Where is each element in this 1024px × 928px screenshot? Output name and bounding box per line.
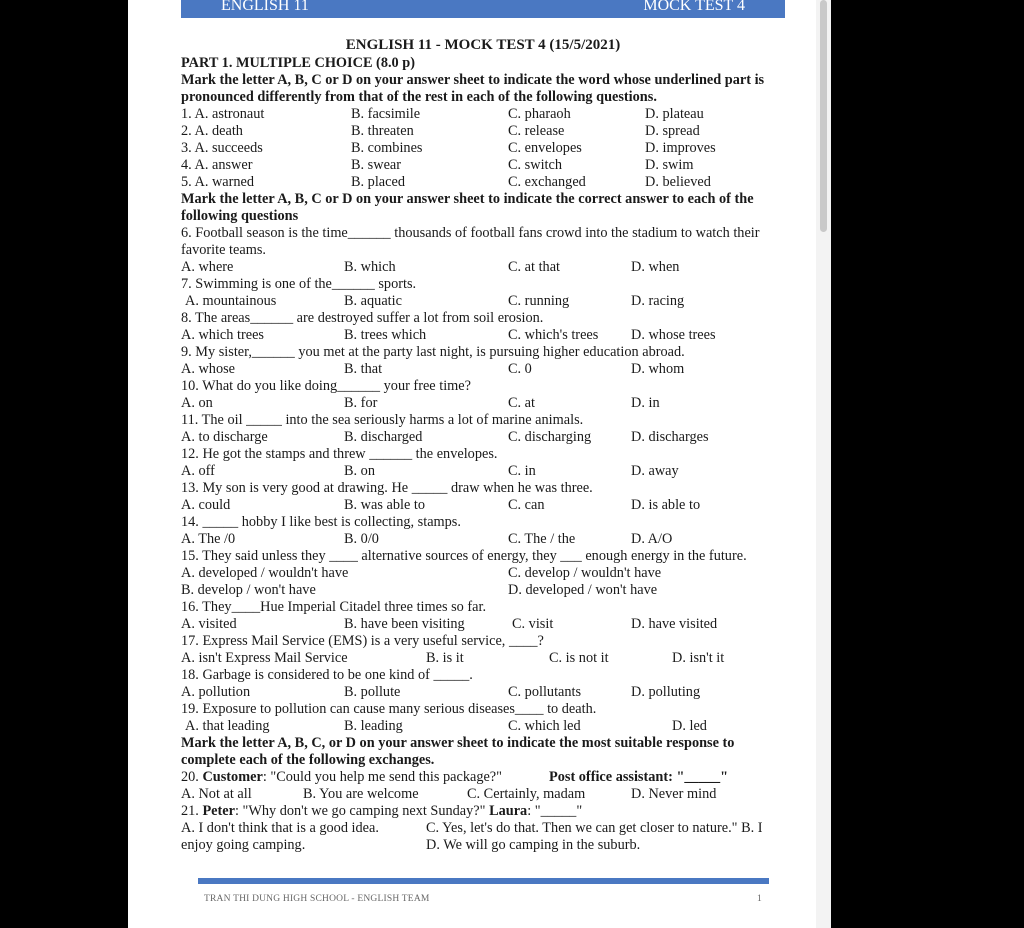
options-19 — [181, 718, 785, 735]
footer-bar — [198, 878, 769, 884]
header-right: MOCK TEST 4 — [643, 0, 745, 14]
option-c: C. at — [508, 395, 536, 411]
speaker-customer: Customer — [202, 769, 263, 785]
options-13 — [181, 497, 785, 514]
question-14: 14. _____ hobby I like best is collecting, stamps. — [181, 514, 461, 530]
option-d: D. plateau — [645, 106, 704, 122]
option-b: B. aquatic — [344, 293, 402, 309]
option-b: B. develop / won't have — [181, 582, 316, 598]
option-c: C. 0 — [508, 361, 532, 377]
option-d: D. whom — [631, 361, 685, 377]
option-c: C. can — [508, 497, 545, 513]
option-d: D. have visited — [631, 616, 718, 632]
option-c: C. which led — [508, 718, 581, 734]
options-8 — [181, 327, 785, 344]
option-a: A. on — [181, 395, 213, 411]
option-b: B. on — [344, 463, 375, 479]
question-17: 17. Express Mail Service (EMS) is a very useful service, ____? — [181, 633, 544, 649]
question-11: 11. The oil _____ into the sea seriously harms a lot of marine animals. — [181, 412, 584, 428]
instruction-3-cont: complete each of the following exchanges. — [181, 752, 435, 768]
header-bar — [181, 0, 785, 18]
question-19: 19. Exposure to pollution can cause many serious diseases____ to death. — [181, 701, 597, 717]
question-12: 12. He got the stamps and threw ______ the envelopes. — [181, 446, 498, 462]
question-21 — [181, 803, 785, 820]
option-c: C. in — [508, 463, 536, 479]
customer-quote: : "Could you help me send this package?" — [262, 769, 502, 785]
option-a: A. isn't Express Mail Service — [181, 650, 348, 666]
option-c: C. pharaoh — [508, 106, 571, 122]
option-a: A. pollution — [181, 684, 251, 700]
document-page — [128, 0, 831, 928]
option-d: D. when — [631, 259, 680, 275]
option-a: A. off — [181, 463, 215, 479]
option-d: D. swim — [645, 157, 694, 173]
question-1 — [181, 106, 785, 123]
options-17 — [181, 650, 785, 667]
page-title: ENGLISH 11 - MOCK TEST 4 (15/5/2021) — [345, 37, 621, 53]
scrollbar[interactable] — [816, 0, 831, 928]
instruction-1-cont: pronounced differently from that of the rest in each of the following questions. — [181, 89, 657, 105]
option-d: D. led — [672, 718, 707, 734]
instruction-1: Mark the letter A, B, C or D on your answer sheet to indicate the word whose underlined part is — [181, 72, 765, 88]
question-6-cont: favorite teams. — [181, 242, 266, 258]
option-b: B. that — [344, 361, 383, 377]
option-b: B. swear — [351, 157, 402, 173]
option-b: B. is it — [426, 650, 464, 666]
option-b: B. have been visiting — [344, 616, 465, 632]
options-18 — [181, 684, 785, 701]
document-body — [181, 37, 785, 854]
options-15-bd — [181, 582, 785, 599]
option-c: C. running — [508, 293, 570, 309]
question-18: 18. Garbage is considered to be one kind of _____. — [181, 667, 473, 683]
instruction-3: Mark the letter A, B, C, or D on your answer sheet to indicate the most suitable response to — [181, 735, 735, 751]
option-b: B. for — [344, 395, 378, 411]
question-4 — [181, 157, 785, 174]
question-15: 15. They said unless they ____ alternative sources of energy, they ___ enough energy in the future. — [181, 548, 747, 564]
question-8: 8. The areas______ are destroyed suffer a lot from soil erosion. — [181, 310, 544, 326]
option-d: D. polluting — [631, 684, 701, 700]
option-d: D. isn't it — [672, 650, 725, 666]
options-14 — [181, 531, 785, 548]
option-c: C. Certainly, madam — [467, 786, 586, 802]
option-b: B. which — [344, 259, 396, 275]
option-b: B. threaten — [351, 123, 414, 139]
option-a: A. visited — [181, 616, 237, 632]
option-c: C. discharging — [508, 429, 592, 445]
option-c: C. is not it — [549, 650, 609, 666]
question-9: 9. My sister,______ you met at the party last night, is pursuing higher education abroad. — [181, 344, 685, 360]
option-d: D. improves — [645, 140, 716, 156]
option-a: A. Not at all — [181, 786, 252, 802]
option-a: 5. A. warned — [181, 174, 255, 190]
option-c: C. which's trees — [508, 327, 599, 343]
option-c: C. visit — [512, 616, 554, 632]
option-b: B. facsimile — [351, 106, 421, 122]
option-a: 1. A. astronaut — [181, 106, 265, 122]
options-16 — [181, 616, 785, 633]
question-3 — [181, 140, 785, 157]
option-c: C. at that — [508, 259, 561, 275]
question-13: 13. My son is very good at drawing. He _____ draw when he was three. — [181, 480, 593, 496]
instruction-2-cont: following questions — [181, 208, 299, 224]
option-c: C. Yes, let's do that. Then we can get closer to nature." B. I — [426, 820, 763, 836]
options-7 — [181, 293, 785, 310]
option-a: 2. A. death — [181, 123, 243, 139]
option-a: A. could — [181, 497, 231, 513]
option-d: D. in — [631, 395, 660, 411]
part-heading: PART 1. MULTIPLE CHOICE (8.0 p) — [181, 55, 415, 71]
question-10: 10. What do you like doing______ your free time? — [181, 378, 471, 394]
option-d: D. A/O — [631, 531, 673, 547]
speaker-laura: Laura — [489, 803, 528, 819]
option-a: A. to discharge — [181, 429, 268, 445]
option-b: B. placed — [351, 174, 405, 190]
option-b: B. pollute — [344, 684, 401, 700]
option-b: B. was able to — [344, 497, 425, 513]
page-number: 1 — [757, 894, 762, 904]
instruction-2: Mark the letter A, B, C or D on your answer sheet to indicate the correct answer to each of the — [181, 191, 754, 207]
option-b: B. You are welcome — [303, 786, 419, 802]
option-b: B. discharged — [344, 429, 423, 445]
question-5 — [181, 174, 785, 191]
option-d: D. away — [631, 463, 679, 479]
option-d: D. racing — [631, 293, 685, 309]
option-d: D. discharges — [631, 429, 709, 445]
options-21-cont — [181, 837, 785, 854]
options-15-ac — [181, 565, 785, 582]
option-a: A. developed / wouldn't have — [181, 565, 349, 581]
laura-quote: : "_____" — [527, 803, 583, 819]
option-d: D. believed — [645, 174, 711, 190]
question-number: 21. — [181, 803, 199, 819]
peter-quote: : "Why don't we go camping next Sunday?" — [234, 803, 486, 819]
options-20 — [181, 786, 785, 803]
option-a: A. I don't think that is a good idea. — [181, 820, 379, 836]
options-21 — [181, 820, 785, 837]
option-c: C. switch — [508, 157, 563, 173]
option-c: C. exchanged — [508, 174, 586, 190]
scrollbar-thumb[interactable] — [820, 0, 827, 232]
speaker-assistant: Post office assistant: "_____" — [549, 769, 729, 785]
option-a: A. that leading — [185, 718, 270, 734]
option-b-cont: enjoy going camping. — [181, 837, 306, 853]
question-6: 6. Football season is the time______ thousands of football fans crowd into the stadium to watch their — [181, 225, 760, 241]
footer-school: TRAN THI DUNG HIGH SCHOOL - ENGLISH TEAM — [204, 894, 430, 904]
header-left: ENGLISH 11 — [221, 0, 309, 14]
option-a: A. which trees — [181, 327, 264, 343]
option-d: D. We will go camping in the suburb. — [426, 837, 641, 853]
question-2 — [181, 123, 785, 140]
option-c: C. pollutants — [508, 684, 582, 700]
option-a: 3. A. succeeds — [181, 140, 263, 156]
option-d: D. spread — [645, 123, 700, 139]
question-20 — [181, 769, 785, 786]
question-number: 20. — [181, 769, 199, 785]
option-a: A. whose — [181, 361, 236, 377]
option-c: C. develop / wouldn't have — [508, 565, 662, 581]
option-d: D. developed / won't have — [508, 582, 658, 598]
option-d: D. Never mind — [631, 786, 717, 802]
option-d: D. whose trees — [631, 327, 716, 343]
option-b: B. trees which — [344, 327, 427, 343]
option-b: B. 0/0 — [344, 531, 379, 547]
options-9 — [181, 361, 785, 378]
option-c: C. release — [508, 123, 565, 139]
option-b: B. combines — [351, 140, 423, 156]
option-a: 4. A. answer — [181, 157, 253, 173]
option-d: D. is able to — [631, 497, 701, 513]
option-c: C. envelopes — [508, 140, 582, 156]
option-a: A. The /0 — [181, 531, 236, 547]
options-11 — [181, 429, 785, 446]
options-10 — [181, 395, 785, 412]
option-c: C. The / the — [508, 531, 576, 547]
option-a: A. mountainous — [185, 293, 277, 309]
option-b: B. leading — [344, 718, 403, 734]
question-16: 16. They____Hue Imperial Citadel three times so far. — [181, 599, 487, 615]
option-a: A. where — [181, 259, 234, 275]
options-12 — [181, 463, 785, 480]
options-6 — [181, 259, 785, 276]
speaker-peter: Peter — [202, 803, 235, 819]
question-7: 7. Swimming is one of the______ sports. — [181, 276, 417, 292]
